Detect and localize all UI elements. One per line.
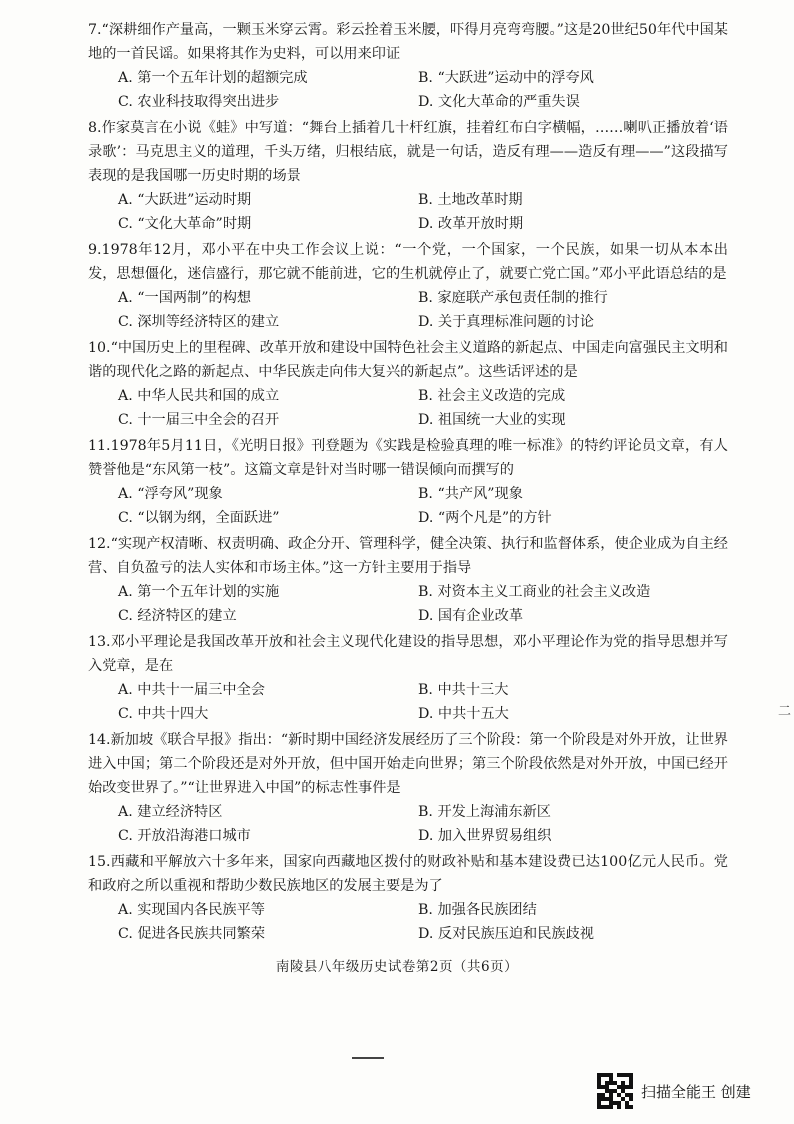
qr-code-icon bbox=[597, 1073, 633, 1109]
option-a: A. “浮夸风”现象 bbox=[118, 486, 223, 502]
options-grid bbox=[88, 66, 728, 114]
question-stem bbox=[88, 630, 728, 678]
question-9 bbox=[88, 238, 728, 334]
option-d: D. “两个凡是”的方针 bbox=[418, 510, 552, 526]
option-c: C. 深圳等经济特区的建立 bbox=[118, 314, 280, 330]
option-d: D. 改革开放时期 bbox=[418, 216, 524, 232]
question-stem bbox=[88, 116, 728, 188]
margin-mark: 二 bbox=[778, 704, 792, 719]
question-number: 14. bbox=[88, 732, 111, 748]
option-b: B. “大跃进”运动中的浮夸风 bbox=[418, 70, 594, 86]
question-13 bbox=[88, 630, 728, 726]
question-number: 10. bbox=[88, 340, 111, 356]
option-a: A. 第一个五年计划的实施 bbox=[118, 584, 280, 600]
question-stem bbox=[88, 850, 728, 898]
option-c: C. 促进各民族共同繁荣 bbox=[118, 926, 266, 942]
options-grid bbox=[88, 800, 728, 848]
question-8 bbox=[88, 116, 728, 236]
option-a: A. 建立经济特区 bbox=[118, 804, 223, 820]
option-a: A. “大跃进”运动时期 bbox=[118, 192, 252, 208]
option-a: A. 实现国内各民族平等 bbox=[118, 902, 265, 918]
option-c: C. 农业科技取得突出进步 bbox=[118, 94, 280, 110]
question-number: 15. bbox=[88, 854, 111, 870]
watermark-text: 扫描全能王 创建 bbox=[641, 1082, 751, 1101]
option-b: B. 对资本主义工商业的社会主义改造 bbox=[418, 584, 651, 600]
option-b: B. 开发上海浦东新区 bbox=[418, 804, 551, 820]
option-c: C. 经济特区的建立 bbox=[118, 608, 237, 624]
question-number: 9. bbox=[88, 242, 102, 258]
option-d: D. 祖国统一大业的实现 bbox=[418, 412, 566, 428]
center-dash bbox=[352, 1057, 384, 1059]
question-stem bbox=[88, 238, 728, 286]
question-stem bbox=[88, 728, 728, 800]
option-b: B. 加强各民族团结 bbox=[418, 902, 537, 918]
question-text: 西藏和平解放六十多年来，国家向西藏地区拨付的财政补贴和基本建设费已达100亿元人民币。党和政府之所以重视和帮助少数民族地区的发展主要是为了 bbox=[88, 854, 728, 894]
exam-page bbox=[88, 18, 728, 948]
question-11 bbox=[88, 434, 728, 530]
question-text: 1978年5月11日，《光明日报》刊登题为《实践是检验真理的唯一标准》的特约评论员文章，有人赞誉他是“东风第一枝”。这篇文章是针对当时哪一错误倾向而撰写的 bbox=[88, 438, 728, 478]
option-c: C. 开放沿海港口城市 bbox=[118, 828, 251, 844]
question-text: “深耕细作产量高，一颗玉米穿云霄。彩云拴着玉米腰，吓得月亮弯弯腰。”这是20世纪50年代中国某地的一首民谣。如果将其作为史料，可以用来印证 bbox=[88, 22, 728, 62]
question-stem bbox=[88, 18, 728, 66]
option-d: D. 国有企业改革 bbox=[418, 608, 524, 624]
question-number: 11. bbox=[88, 438, 111, 454]
option-a: A. “一国两制”的构想 bbox=[118, 290, 252, 306]
question-text: 作家莫言在小说《蛙》中写道：“舞台上插着几十杆红旗，挂着红布白字横幅，……喇叭正播放着‘语录歌’：马克思主义的道理，千头万绪，归根结底，就是一句话，造反有理——造反有理——”这段描写表现的是我国哪一历史时期的场景 bbox=[88, 120, 728, 184]
question-number: 13. bbox=[88, 634, 111, 650]
question-number: 7. bbox=[88, 22, 102, 38]
option-b: B. 中共十三大 bbox=[418, 682, 509, 698]
question-stem bbox=[88, 434, 728, 482]
question-text: 1978年12月，邓小平在中央工作会议上说：“一个党，一个国家，一个民族，如果一切从本本出发，思想僵化，迷信盛行，那它就不能前进，它的生机就停止了，就要亡党亡国。”邓小平此语总结的是 bbox=[88, 242, 728, 282]
option-b: B. 土地改革时期 bbox=[418, 192, 523, 208]
option-a: A. 第一个五年计划的超额完成 bbox=[118, 70, 308, 86]
page-footer: 南陵县八年级历史试卷第2页（共6页） bbox=[275, 959, 519, 975]
option-c: C. “文化大革命”时期 bbox=[118, 216, 252, 232]
option-b: B. “共产风”现象 bbox=[418, 486, 523, 502]
options-grid bbox=[88, 482, 728, 530]
option-a: A. 中华人民共和国的成立 bbox=[118, 388, 280, 404]
options-grid bbox=[88, 384, 728, 432]
option-d: D. 中共十五大 bbox=[418, 706, 509, 722]
options-grid bbox=[88, 188, 728, 236]
question-15 bbox=[88, 850, 728, 946]
option-d: D. 反对民族压迫和民族歧视 bbox=[418, 926, 594, 942]
option-c: C. 十一届三中全会的召开 bbox=[118, 412, 280, 428]
question-stem bbox=[88, 532, 728, 580]
question-10 bbox=[88, 336, 728, 432]
question-12 bbox=[88, 532, 728, 628]
option-b: B. 社会主义改造的完成 bbox=[418, 388, 566, 404]
question-text: “实现产权清晰、权责明确、政企分开、管理科学，健全决策、执行和监督体系，使企业成为自主经营、自负盈亏的法人实体和市场主体。”这一方针主要用于指导 bbox=[88, 536, 728, 576]
question-14 bbox=[88, 728, 728, 848]
options-grid bbox=[88, 580, 728, 628]
option-b: B. 家庭联产承包责任制的推行 bbox=[418, 290, 608, 306]
question-7 bbox=[88, 18, 728, 114]
options-grid bbox=[88, 898, 728, 946]
question-text: 新加坡《联合早报》指出：“新时期中国经济发展经历了三个阶段：第一个阶段是对外开放，让世界进入中国；第二个阶段还是对外开放，但中国开始走向世界；第三个阶段依然是对外开放，中国已经开始改变世界了。”“让世界进入中国”的标志性事件是 bbox=[88, 732, 728, 796]
option-c: C. 中共十四大 bbox=[118, 706, 209, 722]
options-grid bbox=[88, 286, 728, 334]
option-d: D. 文化大革命的严重失误 bbox=[418, 94, 580, 110]
question-text: 邓小平理论是我国改革开放和社会主义现代化建设的指导思想，邓小平理论作为党的指导思想并写入党章，是在 bbox=[88, 634, 728, 674]
options-grid bbox=[88, 678, 728, 726]
option-c: C. “以钢为纲，全面跃进” bbox=[118, 510, 280, 526]
option-d: D. 关于真理标准问题的讨论 bbox=[418, 314, 594, 330]
question-text: “中国历史上的里程碑、改革开放和建设中国特色社会主义道路的新起点、中国走向富强民主文明和谐的现代化之路的新起点、中华民族走向伟大复兴的新起点”。这些话评述的是 bbox=[88, 340, 728, 380]
option-d: D. 加入世界贸易组织 bbox=[418, 828, 552, 844]
option-a: A. 中共十一届三中全会 bbox=[118, 682, 265, 698]
question-stem bbox=[88, 336, 728, 384]
question-number: 8. bbox=[88, 120, 102, 136]
question-number: 12. bbox=[88, 536, 111, 552]
scanner-watermark bbox=[597, 1073, 751, 1109]
